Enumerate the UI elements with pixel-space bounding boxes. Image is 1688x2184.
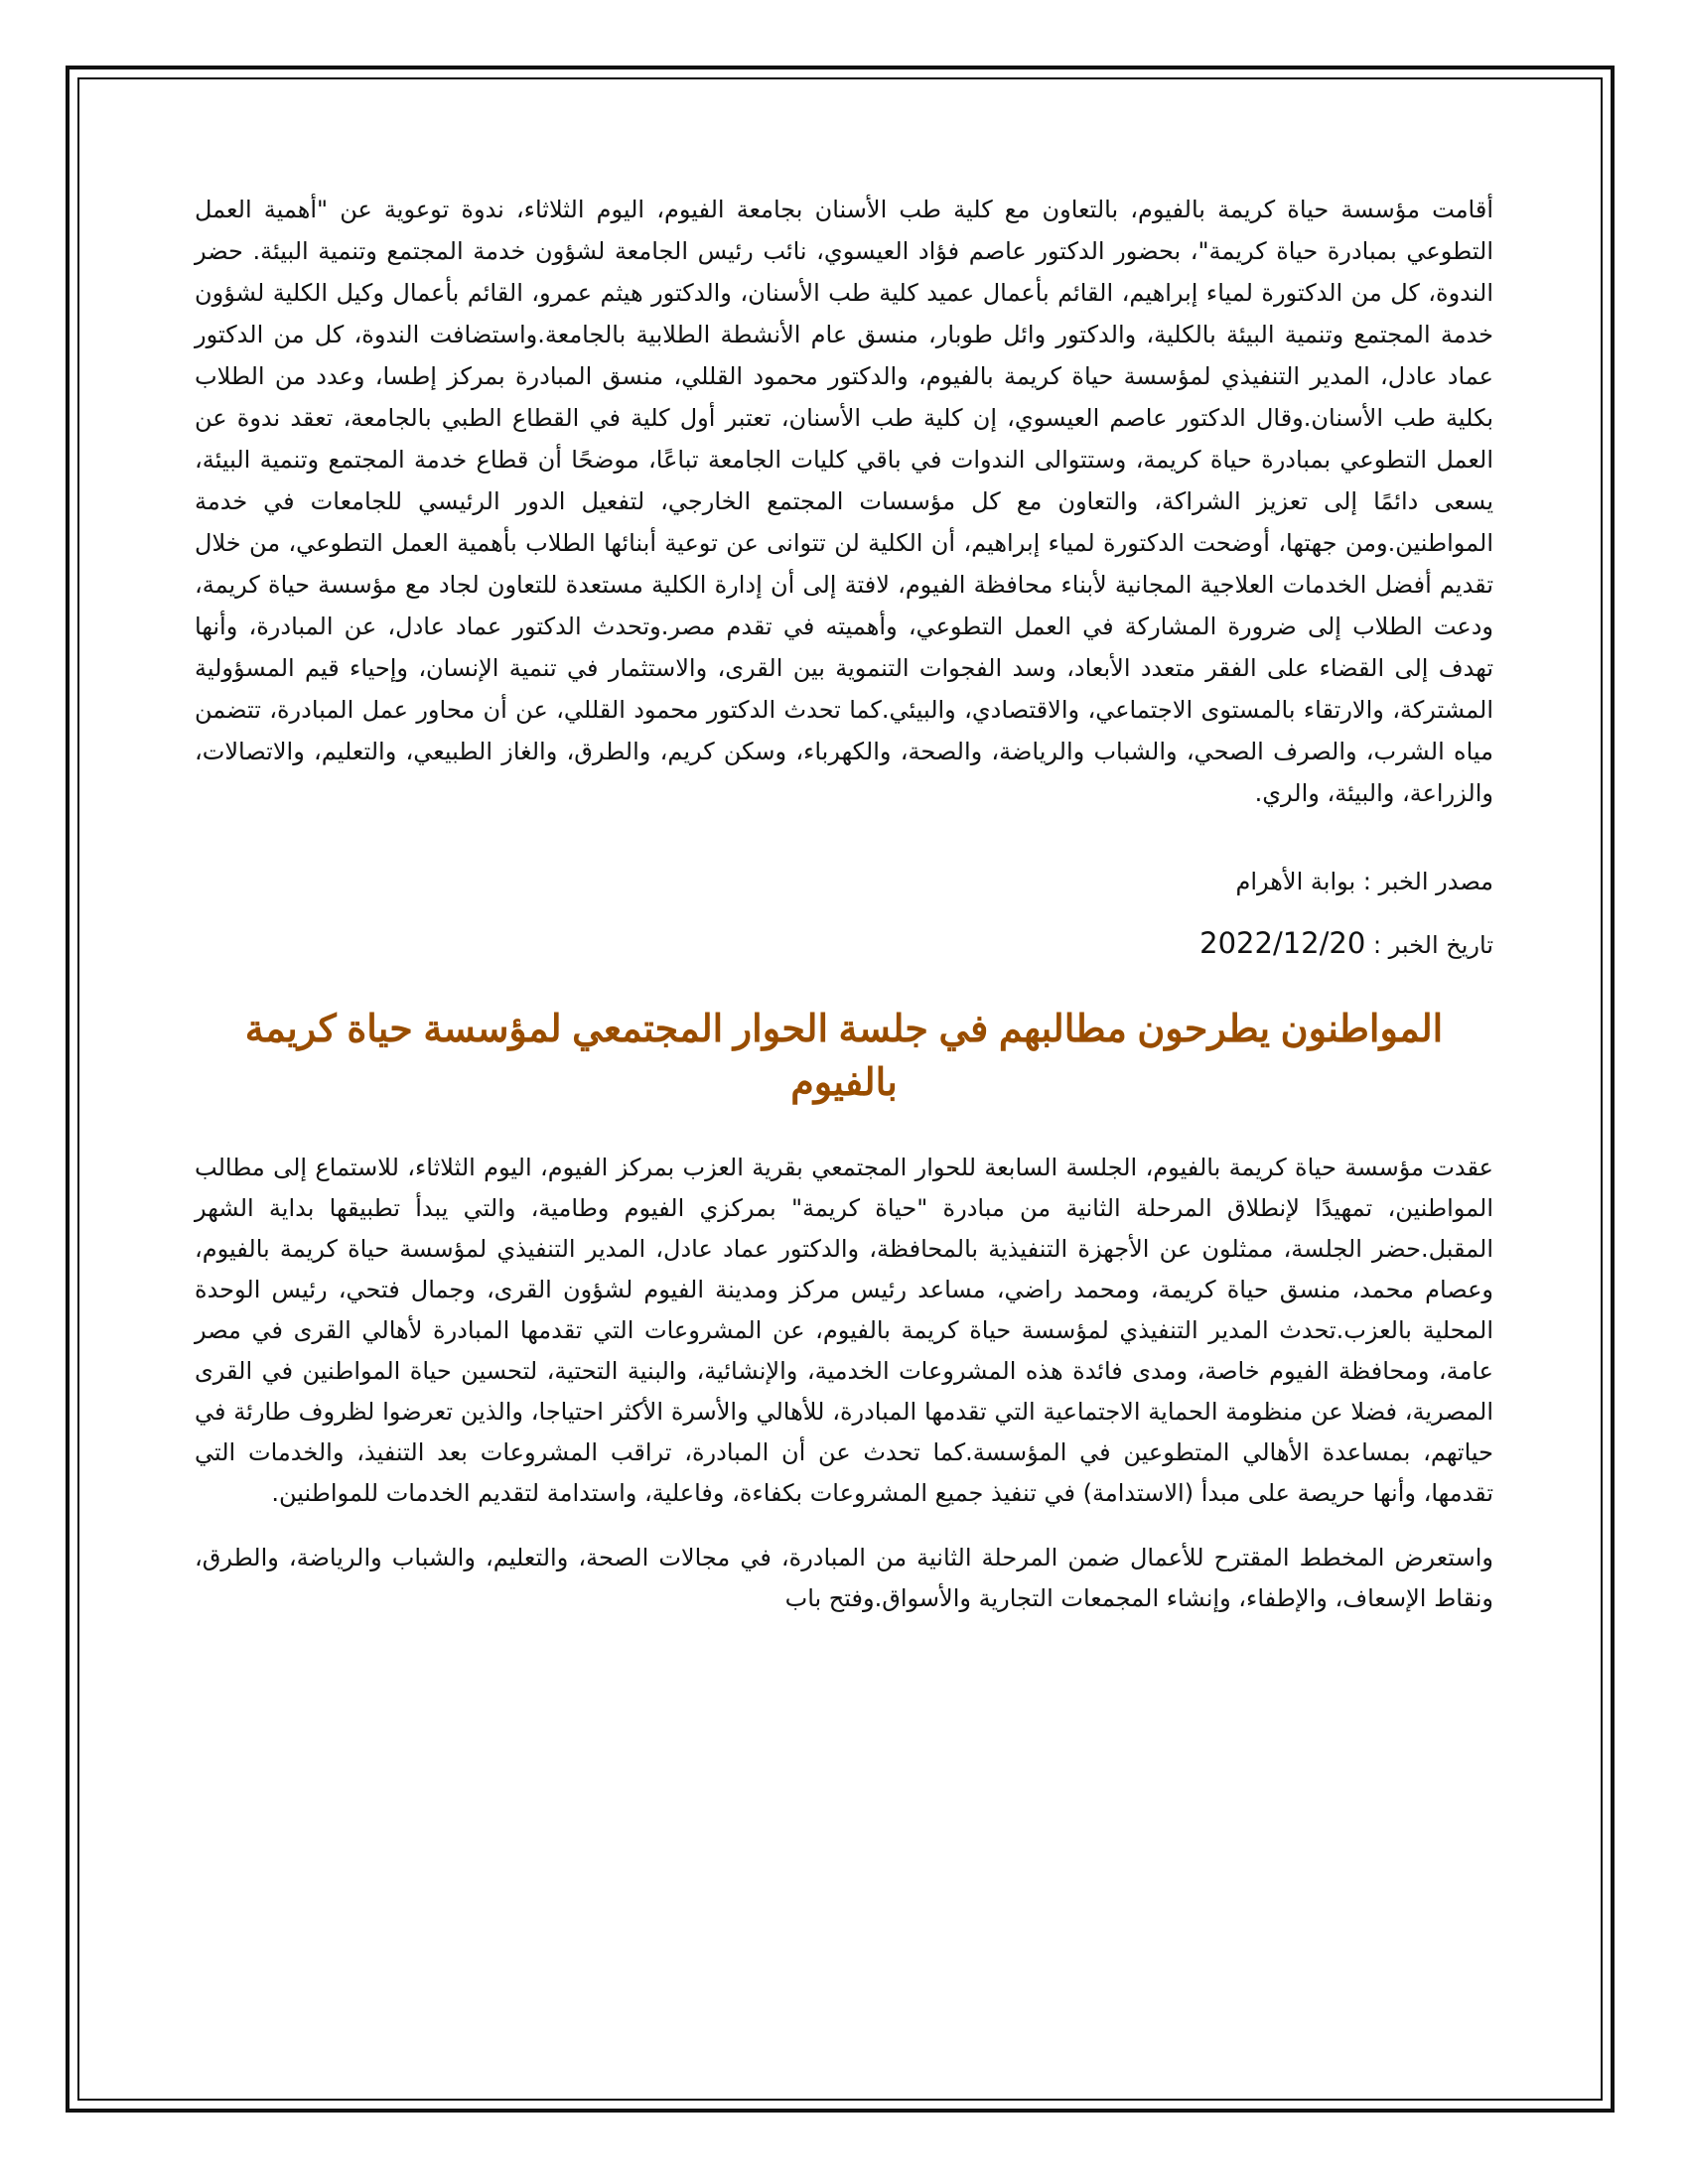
news-source-value: بوابة الأهرام xyxy=(1235,868,1356,895)
article-paragraph: أقامت مؤسسة حياة كريمة بالفيوم، بالتعاون مع كلية طب الأسنان بجامعة الفيوم، اليوم الثلاثاء، ندوة توعوية عن "أهمية العمل التطوعي بمبادرة حياة كريمة"، بحضور الدكتور عاصم فؤاد العيسوي، نائب رئيس الجامعة لشؤون خدمة المجتمع وتنمية البيئة. حضر الندوة، كل من الدكتورة لمياء إبراهيم، القائم بأعمال عميد كلية طب الأسنان، والدكتور هيثم عمرو، القائم بأعمال وكيل الكلية لشؤون خدمة المجتمع وتنمية البيئة بالكلية، والدكتور وائل طوبار، منسق عام الأنشطة الطلابية بالجامعة.واستضافت الندوة، كل من الدكتور عماد عادل، المدير التنفيذي لمؤسسة حياة كريمة بالفيوم، والدكتور محمود القللي، منسق المبادرة بمركز إطسا، وعدد من الطلاب بكلية طب الأسنان.وقال الدكتور عاصم العيسوي، إن كلية طب الأسنان، تعتبر أول كلية في القطاع الطبي بالجامعة، تعقد ندوة عن العمل التطوعي بمبادرة حياة كريمة، وستتوالى الندوات في باقي كليات الجامعة تباعًا، موضحًا أن قطاع خدمة المجتمع وتنمية البيئة، يسعى دائمًا إلى تعزيز الشراكة، والتعاون مع كل مؤسسات المجتمع الخارجي، لتفعيل الدور الرئيسي للجامعات في خدمة المواطنين.ومن جهتها، أوضحت الدكتورة لمياء إبراهيم، أن الكلية لن تتوانى عن توعية أبنائها الطلاب بأهمية العمل التطوعي، من خلال تقديم أفضل الخدمات العلاجية المجانية لأبناء محافظة الفيوم، لافتة إلى أن إدارة الكلية مستعدة للتعاون لجاد مع مؤسسة حياة كريمة، ودعت الطلاب إلى ضرورة المشاركة في العمل التطوعي، وأهميته في تقدم مصر.وتحدث الدكتور عماد عادل، عن المبادرة، وأنها تهدف إلى القضاء على الفقر متعدد الأبعاد، وسد الفجوات التنموية بين القرى، والاستثمار في تنمية الإنسان، وإحياء قيم المسؤولية المشتركة، والارتقاء بالمستوى الاجتماعي، والاقتصادي، والبيئي.كما تحدث الدكتور محمود القللي، عن أن محاور عمل المبادرة، تتضمن مياه الشرب، والصرف الصحي، والشباب والرياضة، والصحة، والكهرباء، وسكن كريم، والطرق، والغاز الطبيعي، والتعليم، والاتصالات، والزراعة، والبيئة، والري. xyxy=(195,196,1493,807)
news-date-value: 2022/12/20 xyxy=(1199,926,1366,960)
article-headline: المواطنون يطرحون مطالبهم في جلسة الحوار المجتمعي لمؤسسة حياة كريمة بالفيوم xyxy=(244,1009,1444,1104)
article-paragraph: واستعرض المخطط المقترح للأعمال ضمن المرحلة الثانية من المبادرة، في مجالات الصحة، والتعليم، والشباب والرياضة، والطرق، ونقاط الإسعاف، والإطفاء، وإنشاء المجمعات التجارية والأسواق.وفتح باب xyxy=(195,1544,1493,1612)
document-body xyxy=(195,189,1493,1619)
news-date-label: تاريخ الخبر : xyxy=(1365,931,1493,959)
news-date xyxy=(195,925,1493,963)
news-source xyxy=(195,864,1493,899)
article-paragraph: عقدت مؤسسة حياة كريمة بالفيوم، الجلسة السابعة للحوار المجتمعي بقرية العزب بمركز الفيوم، اليوم الثلاثاء، للاستماع إلى مطالب المواطنين، تمهيدًا لإنطلاق المرحلة الثانية من مبادرة "حياة كريمة" بمركزي الفيوم وطامية، والتي يبدأ تطبيقها بداية الشهر المقبل.حضر الجلسة، ممثلون عن الأجهزة التنفيذية بالمحافظة، والدكتور عماد عادل، المدير التنفيذي لمؤسسة حياة كريمة بالفيوم، وعصام محمد، منسق حياة كريمة، ومحمد راضي، مساعد رئيس مركز ومدينة الفيوم لشؤون القرى، وجمال فتحي، رئيس الوحدة المحلية بالعزب.تحدث المدير التنفيذي لمؤسسة حياة كريمة بالفيوم، عن المشروعات التي تقدمها المبادرة لأهالي القرى في مصر عامة، ومحافظة الفيوم خاصة، ومدى فائدة هذه المشروعات الخدمية، والإنشائية، والبنية التحتية، لتحسين حياة المواطنين في القرى المصرية، فضلا عن منظومة الحماية الاجتماعية التي تقدمها المبادرة، للأهالي والأسرة الأكثر احتياجا، والذين تعرضوا لظروف طارئة في حياتهم، بمساعدة الأهالي المتطوعين في المؤسسة.كما تحدث عن أن المبادرة، تراقب المشروعات بعد التنفيذ، والخدمات التي تقدمها، وأنها حريصة على مبدأ (الاستدامة) في تنفيذ جميع المشروعات بكفاءة، وفاعلية، واستدامة لتقديم الخدمات للمواطنين. xyxy=(195,1154,1493,1507)
news-source-label: مصدر الخبر : xyxy=(1355,868,1493,895)
